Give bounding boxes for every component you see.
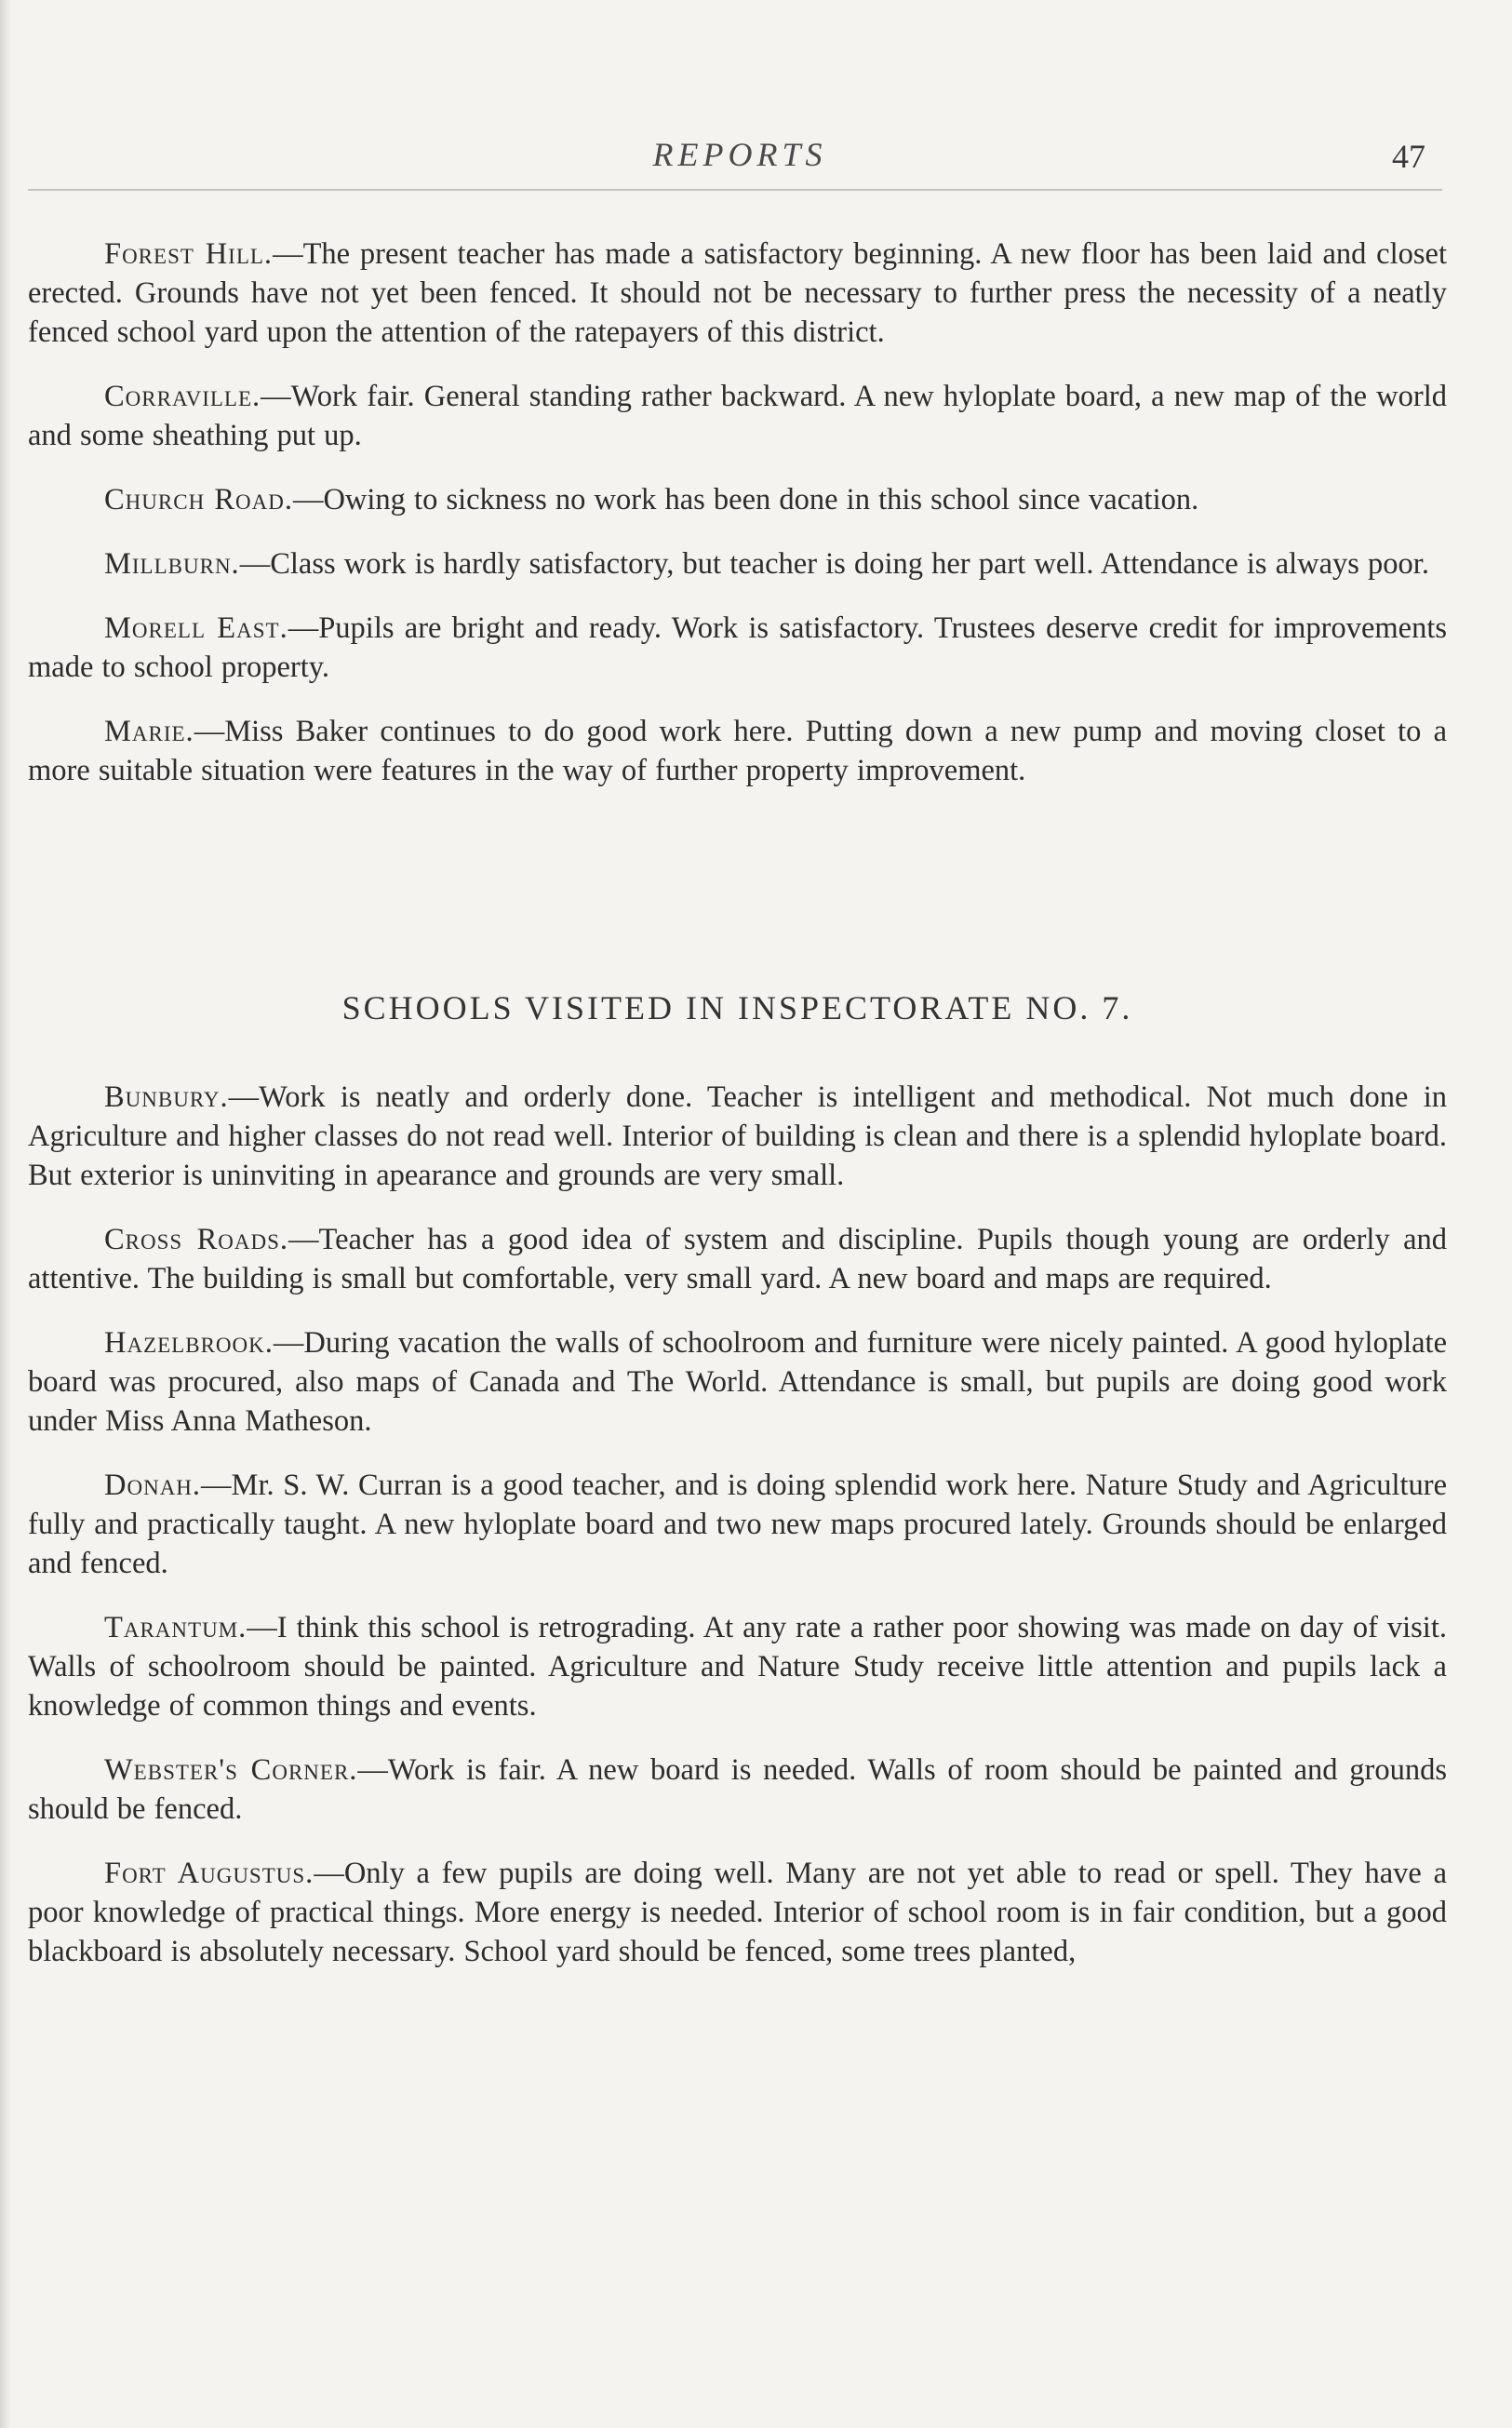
report-paragraph — [28, 1220, 1447, 1298]
page-number: 47 — [1392, 138, 1425, 175]
school-name: Fort Augustus. — [104, 1857, 314, 1890]
reports-continued-section — [28, 235, 1447, 815]
school-name: Morell East. — [104, 611, 288, 645]
report-text: —During vacation the walls of schoolroom and furniture were nicely painted. A good hyloplate board was procured, also maps of Canada and The World. Attendance is small, but pupils are doing good work under Miss Anna Matheson. — [28, 1326, 1447, 1438]
school-name: Corraville. — [104, 380, 261, 413]
report-paragraph — [28, 1608, 1447, 1725]
report-text: —Mr. S. W. Curran is a good teacher, and is doing splendid work here. Nature Study and Agriculture fully and practically taught. A new hyloplate board and two new maps procured lately. Grounds should be enlarged and fenced. — [28, 1469, 1447, 1580]
section-heading: SCHOOLS VISITED IN INSPECTORATE NO. 7. — [341, 989, 1133, 1026]
report-paragraph — [28, 1078, 1447, 1195]
report-paragraph — [28, 480, 1447, 519]
report-paragraph — [28, 712, 1447, 790]
report-text: —Teacher has a good idea of system and discipline. Pupils though young are orderly and attentive. The building is small but comfortable, very small yard. A new board and maps are required. — [28, 1223, 1447, 1295]
report-text: —Class work is hardly satisfactory, but teacher is doing her part well. Attendance is always poor. — [239, 547, 1429, 581]
report-paragraph — [28, 1323, 1447, 1441]
school-name: Hazelbrook. — [104, 1326, 274, 1360]
report-text: —Pupils are bright and ready. Work is satisfactory. Trustees deserve credit for improvements made to school property. — [28, 611, 1448, 684]
report-text: —Work is fair. A new board is needed. Walls of room should be painted and grounds should be fenced. — [28, 1753, 1447, 1826]
school-name: Millburn. — [104, 547, 240, 581]
inspectorate-7-section — [28, 1078, 1447, 1996]
report-text: —I think this school is retrograding. At any rate a rather poor showing was made on day of visit. Walls of schoolroom should be painted. Agriculture and Nature Study receive little attention and pupils lack a knowledge of common things and events. — [28, 1611, 1447, 1723]
school-name: Webster's Corner. — [104, 1753, 358, 1787]
page-edge-shadow — [0, 0, 11, 2428]
school-name: Donah. — [104, 1469, 202, 1502]
report-text: —Work is neatly and orderly done. Teacher is intelligent and methodical. Not much done in Agriculture and higher classes do not read well. Interior of building is clean and there is a splendid hyloplate board. But exterior is uninviting in apearance and grounds are very small. — [28, 1080, 1447, 1192]
school-name: Marie. — [104, 715, 194, 748]
report-paragraph — [28, 544, 1447, 584]
report-text: —Work fair. General standing rather backward. A new hyloplate board, a new map of the world and some sheathing put up. — [28, 380, 1447, 452]
school-name: Church Road. — [104, 483, 293, 516]
school-name: Forest Hill. — [104, 237, 274, 271]
running-title: REPORTS — [652, 136, 827, 173]
report-text: —Miss Baker continues to do good work here. Putting down a new pump and moving closet to a more suitable situation were features in the way of further property improvement. — [28, 715, 1447, 787]
report-paragraph — [28, 235, 1447, 352]
report-paragraph — [28, 1854, 1447, 1971]
report-paragraph — [28, 609, 1447, 687]
school-name: Cross Roads. — [104, 1223, 289, 1256]
school-name: Bunbury. — [104, 1080, 229, 1114]
page-header — [28, 135, 1452, 181]
report-paragraph — [28, 1751, 1447, 1829]
header-rule — [28, 189, 1442, 191]
report-paragraph — [28, 1466, 1447, 1583]
school-name: Tarantum. — [104, 1611, 248, 1644]
report-text: —Owing to sickness no work has been done in this school since vacation. — [292, 483, 1199, 516]
report-paragraph — [28, 377, 1447, 455]
report-text: —Only a few pupils are doing well. Many are not yet able to read or spell. They have a poor knowledge of practical things. More energy is needed. Interior of school room is in fair condition, but a good blackboard is absolutely necessary. School yard should be fenced, some trees planted, — [28, 1857, 1447, 1968]
report-text: —The present teacher has made a satisfactory beginning. A new floor has been laid and closet erected. Grounds have not yet been fenced. It should not be necessary to further press the necessity of a neatly fenced school yard upon the attention of the ratepayers of this district. — [28, 237, 1447, 349]
